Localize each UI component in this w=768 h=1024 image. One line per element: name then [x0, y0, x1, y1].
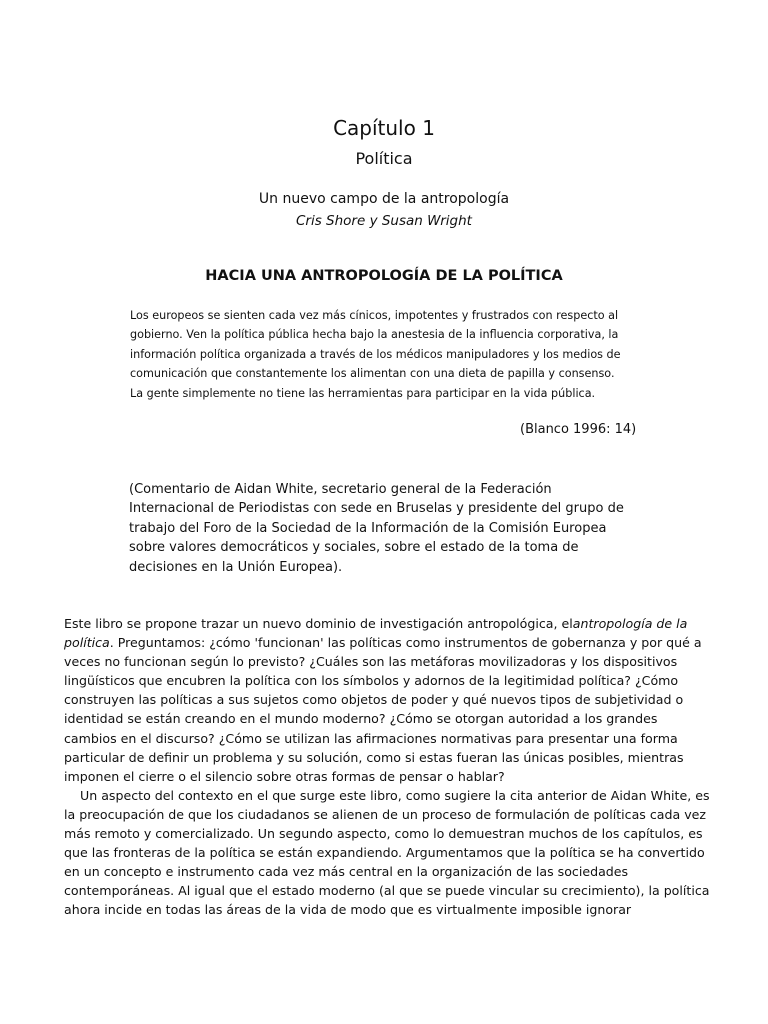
chapter-title: Política: [355, 149, 413, 168]
paragraph-line: identidad se están creando en el mundo moderno? ¿Cómo se otorgan autoridad a los grandes: [64, 711, 658, 727]
epigraph-citation: (Blanco 1996: 14): [520, 422, 637, 437]
epigraph-line: La gente simplemente no tiene las herramientas para participar en la vida pública.: [130, 386, 596, 400]
italic-term: política: [64, 635, 110, 651]
comment-line: trabajo del Foro de la Sociedad de la Información de la Comisión Europea: [129, 520, 607, 536]
comment-line: (Comentario de Aidan White, secretario general de la Federación: [129, 482, 552, 497]
body-text: [64, 614, 714, 920]
paragraph-line: ahora incide en todas las áreas de la vida de modo que es virtualmente imposible ignorar: [64, 902, 632, 918]
comment-line: decisiones en la Unión Europea).: [129, 559, 343, 575]
comment-line: sobre valores democráticos y sociales, sobre el estado de la toma de: [129, 540, 579, 556]
paragraph-line: imponen el cierre o el silencio sobre otras formas de pensar o hablar?: [64, 768, 505, 784]
paragraph-line: más remoto y comercializado. Un segundo aspecto, como lo demuestran muchos de los capítulos, es: [64, 826, 703, 842]
paragraph-line: la preocupación de que los ciudadanos se alienen de un proceso de formulación de políticas cada vez: [64, 806, 707, 822]
italic-term: antropología de la: [572, 616, 688, 631]
paragraph-line: [64, 633, 714, 652]
section-heading: HACIA UNA ANTROPOLOGÍA DE LA POLÍTICA: [205, 268, 563, 284]
paragraph-line: construyen las políticas a sus sujetos como objetos de poder y qué nuevos tipos de subjetividad o: [64, 692, 684, 708]
chapter-subtitle: Un nuevo campo de la antropología: [258, 191, 510, 207]
paragraph-line: [64, 614, 714, 633]
paragraph-text: Este libro se propone trazar un nuevo dominio de investigación antropológica, el: [64, 616, 573, 631]
paragraph-line: lingüísticos que encubren la política con los símbolos y adornos de la legitimidad política? ¿Cómo: [64, 673, 679, 689]
epigraph-comment: [129, 480, 689, 577]
comment-line: Internacional de Periodistas con sede en Bruselas y presidente del grupo de: [129, 501, 624, 517]
paragraph-line: Un aspecto del contexto en el que surge este libro, como sugiere la cita anterior de Aidan White, es: [80, 787, 710, 803]
paragraph-line: que las fronteras de la política se están expandiendo. Argumentamos que la política se ha convertido: [64, 845, 705, 861]
epigraph-quote: [130, 306, 670, 403]
chapter-label: Capítulo 1: [333, 116, 435, 140]
paragraph-line: en un concepto e instrumento cada vez más central en la organización de las sociedades: [64, 864, 629, 880]
epigraph-line: comunicación que constantemente los alimentan con una dieta de papilla y consenso.: [130, 367, 615, 381]
epigraph-line: Los europeos se sienten cada vez más cínicos, impotentes y frustrados con respecto al: [130, 309, 619, 322]
epigraph-line: información política organizada a través de los médicos manipuladores y los medios de: [130, 347, 621, 361]
paragraph-line: veces no funcionan según lo previsto? ¿Cuáles son las metáforas movilizadoras y los dispositivos: [64, 654, 678, 670]
paragraph-line: cambios en el discurso? ¿Cómo se utilizan las afirmaciones normativas para presentar una forma: [64, 730, 678, 746]
epigraph-line: gobierno. Ven la política pública hecha bajo la anestesia de la influencia corporativa, la: [130, 328, 619, 342]
chapter-authors: Cris Shore y Susan Wright: [296, 213, 472, 229]
paragraph-line: contemporáneas. Al igual que el estado moderno (al que se puede vincular su crecimiento), la política: [64, 883, 710, 899]
paragraph-line: particular de definir un problema y su solución, como si estas fueran las únicas posibles, mientras: [64, 749, 684, 765]
paragraph-text: . Preguntamos: ¿cómo 'funcionan' las políticas como instrumentos de gobernanza y por qué a: [109, 635, 702, 651]
